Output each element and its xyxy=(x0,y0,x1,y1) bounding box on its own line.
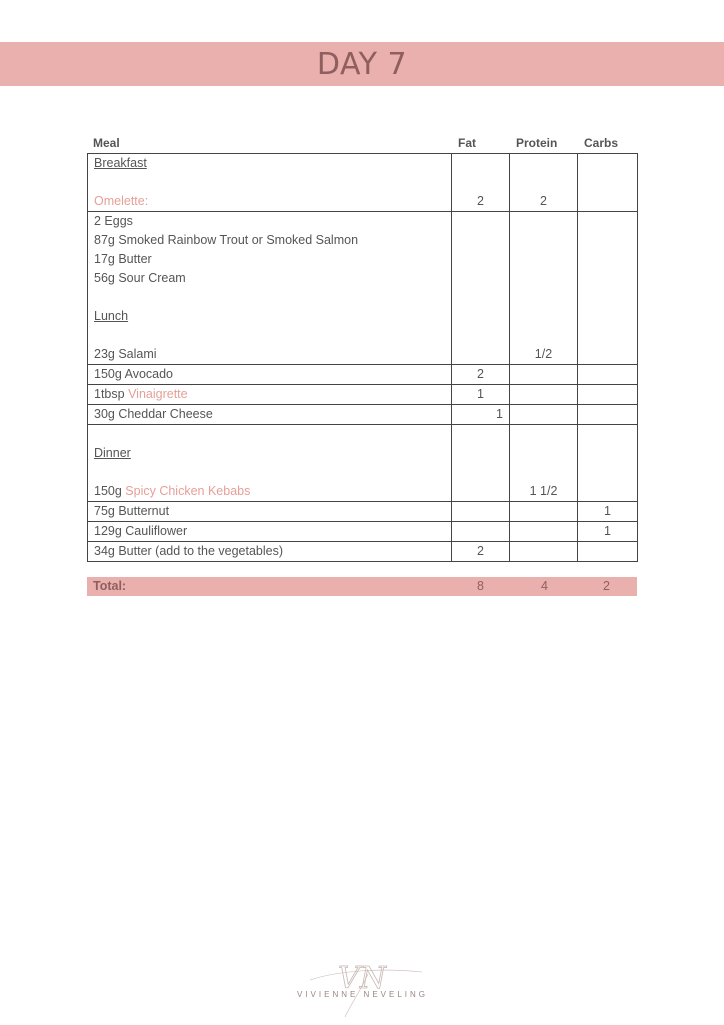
meal-line xyxy=(94,212,445,231)
meal-line-text: 34g Butter (add to the vegetables) xyxy=(94,544,284,558)
table-row xyxy=(88,502,638,522)
protein-cell: 1 1/2 xyxy=(510,425,578,502)
meal-line-text: 75g Butternut xyxy=(94,504,170,518)
table-row xyxy=(88,405,638,425)
meal-table xyxy=(87,153,638,562)
meal-line xyxy=(94,192,445,211)
meal-line xyxy=(94,250,445,269)
meal-cell xyxy=(88,522,452,542)
meal-cell xyxy=(88,502,452,522)
meal-line-text: 17g Butter xyxy=(94,252,152,266)
total-label: Total: xyxy=(93,579,127,593)
table-header xyxy=(87,136,637,153)
protein-cell xyxy=(510,522,578,542)
carbs-cell xyxy=(578,365,638,385)
meal-line-text: 129g Cauliflower xyxy=(94,524,188,538)
column-header-meal: Meal xyxy=(93,136,120,150)
fat-cell: 2 xyxy=(452,542,510,562)
fat-cell xyxy=(452,522,510,542)
carbs-cell xyxy=(578,212,638,365)
carbs-cell: 1 xyxy=(578,502,638,522)
brand-footer xyxy=(290,962,435,1020)
meal-line xyxy=(94,385,445,404)
meal-line-text: Dinner xyxy=(94,446,131,460)
meal-line-text: Breakfast xyxy=(94,156,147,170)
protein-cell xyxy=(510,365,578,385)
meal-line xyxy=(94,231,445,250)
meal-line xyxy=(94,173,445,192)
meal-line-text: 150g xyxy=(94,484,126,498)
meal-cell xyxy=(88,542,452,562)
fat-cell: 2 xyxy=(452,154,510,212)
meal-cell xyxy=(88,212,452,365)
meal-line xyxy=(94,425,445,444)
carbs-cell xyxy=(578,405,638,425)
meal-line xyxy=(94,345,445,364)
meal-line xyxy=(94,307,445,326)
meal-line xyxy=(94,502,445,521)
fat-cell: 1 xyxy=(452,385,510,405)
meal-line-text: 56g Sour Cream xyxy=(94,271,186,285)
meal-line xyxy=(94,288,445,307)
table-row xyxy=(88,154,638,212)
table-row xyxy=(88,522,638,542)
meal-line xyxy=(94,444,445,463)
carbs-cell xyxy=(578,425,638,502)
meal-cell xyxy=(88,405,452,425)
meal-line xyxy=(94,365,445,384)
fat-cell xyxy=(452,425,510,502)
table-row xyxy=(88,425,638,502)
table-row xyxy=(88,212,638,365)
meal-cell xyxy=(88,385,452,405)
page-title: DAY 7 xyxy=(316,46,408,82)
meal-line xyxy=(94,463,445,482)
protein-cell: 2 xyxy=(510,154,578,212)
table-row xyxy=(88,365,638,385)
column-header-protein: Protein xyxy=(516,136,558,150)
meal-table-body xyxy=(88,154,638,562)
column-header-carbs: Carbs xyxy=(584,136,619,150)
total-bar xyxy=(87,577,637,596)
meal-line xyxy=(94,154,445,173)
meal-cell xyxy=(88,154,452,212)
total-carbs: 2 xyxy=(603,579,610,593)
meal-line xyxy=(94,326,445,345)
table-row xyxy=(88,542,638,562)
fat-cell: 2 xyxy=(452,365,510,385)
protein-cell xyxy=(510,542,578,562)
meal-line-text: 2 Eggs xyxy=(94,214,133,228)
protein-cell xyxy=(510,405,578,425)
meal-line-text: 30g Cheddar Cheese xyxy=(94,407,213,421)
table-row xyxy=(88,385,638,405)
meal-line-text: 87g Smoked Rainbow Trout or Smoked Salmon xyxy=(94,233,359,247)
meal-line xyxy=(94,522,445,541)
brand-name: VIVIENNE NEVELING xyxy=(296,990,429,999)
meal-line xyxy=(94,269,445,288)
meal-line xyxy=(94,542,445,561)
carbs-cell: 1 xyxy=(578,522,638,542)
meal-line-text: 23g Salami xyxy=(94,347,157,361)
fat-cell xyxy=(452,212,510,365)
meal-line-text: 150g Avocado xyxy=(94,367,174,381)
meal-line-text: Lunch xyxy=(94,309,129,323)
meal-cell xyxy=(88,425,452,502)
protein-cell xyxy=(510,385,578,405)
column-header-fat: Fat xyxy=(458,136,476,150)
carbs-cell xyxy=(578,542,638,562)
meal-line xyxy=(94,482,445,501)
recipe-name: Vinaigrette xyxy=(128,387,188,401)
total-protein: 4 xyxy=(541,579,548,593)
fat-cell: 1 xyxy=(452,405,510,425)
meal-line xyxy=(94,405,445,424)
recipe-name: Spicy Chicken Kebabs xyxy=(125,484,251,498)
meal-line-text: Omelette: xyxy=(94,194,149,208)
brand-monogram-text: VN xyxy=(338,962,386,996)
carbs-cell xyxy=(578,154,638,212)
carbs-cell xyxy=(578,385,638,405)
meal-line-text: 1tbsp xyxy=(94,387,129,401)
fat-cell xyxy=(452,502,510,522)
day-banner xyxy=(0,42,724,86)
protein-cell: 1/2 xyxy=(510,212,578,365)
total-fat: 8 xyxy=(477,579,484,593)
meal-cell xyxy=(88,365,452,385)
protein-cell xyxy=(510,502,578,522)
